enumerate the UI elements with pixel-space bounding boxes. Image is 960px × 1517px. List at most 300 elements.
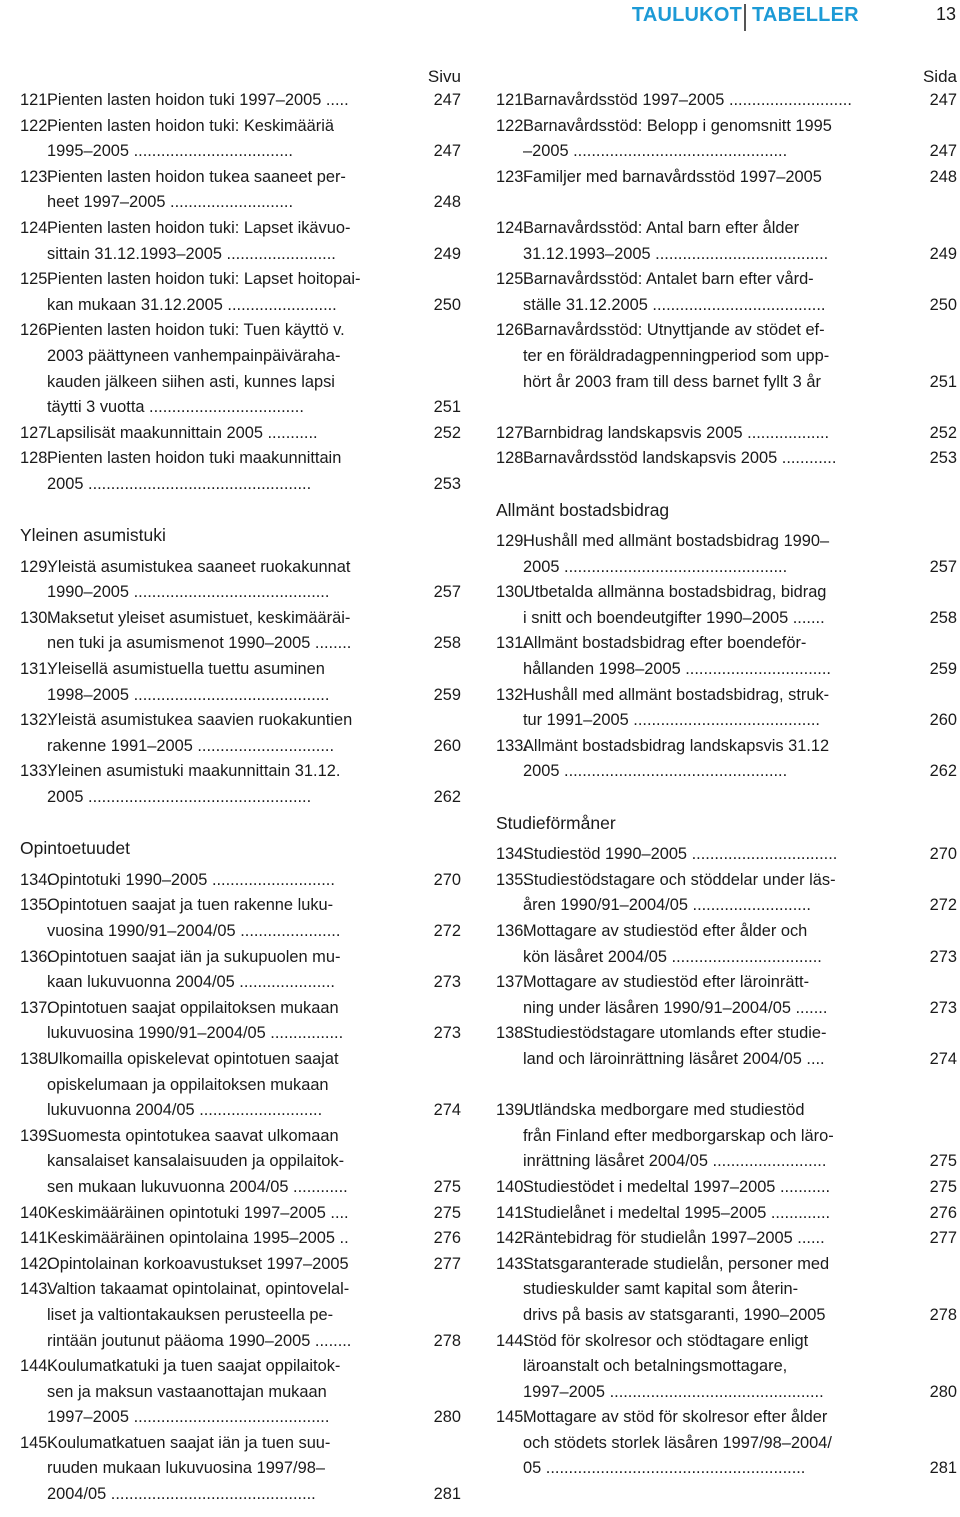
toc-entry-continuation [20, 139, 461, 165]
toc-entry [20, 165, 461, 191]
toc-entry [20, 88, 461, 114]
table-title: Opintolainan korkoavustukset 1997–2005 [47, 1254, 349, 1273]
page-ref: 248 [929, 167, 957, 186]
table-number: 124. [20, 218, 52, 237]
toc-entry-continuation [496, 1047, 957, 1073]
toc-entry [20, 446, 461, 472]
toc-entry [496, 683, 957, 709]
toc-entry-continuation [496, 893, 957, 919]
table-title: Räntebidrag för studielån 1997–2005 ...... [523, 1229, 825, 1248]
table-number: 143. [20, 1280, 52, 1299]
header-title-fi: TAULUKOT [631, 4, 742, 26]
table-title: Yleistä asumistukea saavien ruokakuntien [47, 711, 353, 730]
page-ref: 250 [929, 295, 957, 314]
table-title: Studielånet i medeltal 1995–2005 ............. [523, 1203, 831, 1222]
table-title: ruuden mukaan lukuvuosina 1997/98– [47, 1459, 325, 1478]
table-number: 130. [496, 583, 528, 602]
table-title: sen ja maksun vastaanottajan mukaan [47, 1382, 327, 1401]
toc-entry-continuation [20, 919, 461, 945]
table-title: Mottagare av studiestöd efter läroinrätt- [523, 973, 810, 992]
table-number: 127. [20, 423, 52, 442]
table-title: 2003 päättyneen vanhempainpäivärahа- [47, 346, 341, 365]
page-ref: 270 [929, 845, 957, 864]
toc-entry [496, 88, 957, 114]
table-number: 131. [496, 634, 528, 653]
toc-entry-continuation [496, 759, 957, 785]
table-title: Ulkomailla opiskelevat opintotuen saajat [47, 1049, 339, 1068]
table-title: Studiestödstagare utomlands efter studie- [523, 1024, 827, 1043]
table-title: Pienten lasten hoidon tuki: Lapset hoitopai- [47, 270, 361, 289]
toc-entry [20, 114, 461, 140]
page-ref: 274 [433, 1101, 461, 1120]
toc-entry [496, 318, 957, 344]
page-ref: 249 [929, 244, 957, 263]
toc-entry-continuation [20, 242, 461, 268]
page-ref: 247 [433, 91, 461, 109]
toc-entry-continuation [496, 945, 957, 971]
toc-entry [496, 734, 957, 760]
toc-entry-continuation [20, 1482, 461, 1508]
toc-entry [496, 216, 957, 242]
table-title: tur 1991–2005 ......................................... [523, 711, 820, 730]
page-ref: 275 [929, 1177, 957, 1196]
table-title: hört år 2003 fram till dess barnet fyllt 3 år [523, 372, 821, 391]
toc-entry [496, 1226, 957, 1252]
toc-entry [496, 114, 957, 140]
page-ref: 273 [929, 947, 957, 966]
toc-entry-continuation [20, 370, 461, 396]
table-number: 129. [496, 532, 528, 551]
table-title: sittain 31.12.1993–2005 ........................ [47, 244, 336, 263]
page-ref: 277 [433, 1254, 461, 1273]
toc-entry-continuation [20, 1380, 461, 1406]
page-ref: 251 [929, 372, 957, 391]
page-ref: 252 [929, 423, 957, 442]
table-title: läroanstalt och betalningsmottagare, [523, 1357, 788, 1376]
page-ref: 257 [433, 583, 461, 602]
toc-entry-continuation [20, 1405, 461, 1431]
table-number: 137. [20, 998, 52, 1017]
page-header [0, 4, 960, 24]
toc-entry [496, 919, 957, 945]
table-title: Lapsilisät maakunnittain 2005 ........... [47, 423, 318, 442]
toc-entry [496, 1405, 957, 1431]
table-number: 145. [20, 1433, 52, 1452]
page-ref: 250 [433, 295, 461, 314]
page-ref: 280 [433, 1408, 461, 1427]
table-number: 133. [496, 736, 528, 755]
page-ref: 258 [433, 634, 461, 653]
toc-entry [20, 1124, 461, 1150]
toc-column-finnish [20, 66, 461, 1508]
table-number: 138. [20, 1049, 52, 1068]
table-title: åren 1990/91–2004/05 .......................... [523, 896, 811, 915]
table-number: 132. [496, 685, 528, 704]
toc-entry-continuation [496, 555, 957, 581]
toc-entry-continuation [20, 1175, 461, 1201]
toc-entry-continuation [20, 785, 461, 811]
toc-entry [496, 1098, 957, 1124]
column-label: Sivu [427, 67, 461, 86]
toc-entry [20, 759, 461, 785]
table-title: opiskelumaan ja oppilaitoksen mukaan [47, 1075, 329, 1094]
table-title: Koulumatkatuen saajat iän ja tuen suu- [47, 1433, 331, 1452]
table-title: Pienten lasten hoidon tuki 1997–2005 ..... [47, 91, 349, 109]
table-title: Barnavårdsstöd: Utnyttjande av stödet ef- [523, 321, 825, 340]
table-number: 141. [496, 1203, 528, 1222]
toc-entry [20, 1431, 461, 1457]
page-ref: 248 [433, 193, 461, 212]
table-title: liset ja valtiontakauksen perusteella pe- [47, 1305, 334, 1324]
toc-entry [496, 165, 957, 191]
toc-entry-continuation [496, 293, 957, 319]
table-number: 136. [20, 947, 52, 966]
table-title: Hushåll med allmänt bostadsbidrag 1990– [523, 532, 830, 551]
page-ref: 281 [929, 1459, 957, 1478]
toc-entry-continuation [496, 1149, 957, 1175]
toc-entry [20, 945, 461, 971]
table-title: ställe 31.12.2005 ...................................... [523, 295, 826, 314]
page-ref: 276 [433, 1229, 461, 1248]
table-number: 129. [20, 557, 52, 576]
table-title: Utbetalda allmänna bostadsbidrag, bidrag [523, 583, 827, 602]
header-separator [744, 4, 746, 31]
page-ref: 276 [929, 1203, 957, 1222]
page-ref: 278 [929, 1305, 957, 1324]
table-title: Opintotuen saajat ja tuen rakenne luku- [47, 896, 334, 915]
page-ref: 260 [433, 736, 461, 755]
table-title: Allmänt bostadsbidrag landskapsvis 31.12 [523, 736, 830, 755]
table-number: 121. [496, 91, 528, 109]
page-ref: 247 [433, 142, 461, 161]
table-title: från Finland efter medborgarskap och läro- [523, 1126, 834, 1145]
table-number: 132. [20, 711, 52, 730]
table-number: 145. [496, 1408, 528, 1427]
toc-entry-continuation [496, 606, 957, 632]
table-title: 1990–2005 ........................................... [47, 583, 330, 602]
table-title: –2005 ............................................... [523, 142, 788, 161]
table-number: 138. [496, 1024, 528, 1043]
toc-entry [496, 631, 957, 657]
table-title: Allmänt bostadsbidrag efter boendeför- [523, 634, 807, 653]
table-title: och stödets storlek läsåren 1997/98–2004/ [523, 1433, 832, 1452]
table-title: Studiestödstagare och stöddelar under läs- [523, 870, 836, 889]
spacer [496, 395, 957, 421]
page-ref: 275 [433, 1203, 461, 1222]
toc-entry [496, 842, 957, 868]
table-title: Familjer med barnavårdsstöd 1997–2005 [523, 167, 822, 186]
toc-entry [496, 868, 957, 894]
page-ref: 281 [433, 1485, 461, 1504]
table-number: 123. [496, 167, 528, 186]
section-heading: Allmänt bostadsbidrag [496, 499, 670, 520]
table-number: 123. [20, 167, 52, 186]
toc-entry-continuation [20, 1303, 461, 1329]
page-ref: 262 [929, 762, 957, 781]
column-label: Sida [922, 67, 957, 86]
toc-entry [20, 1226, 461, 1252]
table-number: 134. [20, 870, 52, 889]
table-title: 2005 ................................................. [47, 788, 312, 807]
table-title: 1995–2005 ................................... [47, 142, 293, 161]
spacer [496, 190, 957, 216]
table-title: lukuvuonna 2004/05 ........................... [47, 1101, 323, 1120]
toc-entry-continuation [496, 996, 957, 1022]
page-ref: 249 [433, 244, 461, 263]
table-title: 1998–2005 ........................................... [47, 685, 330, 704]
table-number: 121. [20, 91, 52, 109]
table-title: Opintotuen saajat iän ja sukupuolen mu- [47, 947, 341, 966]
toc-entry-continuation [20, 631, 461, 657]
table-number: 128. [496, 449, 528, 468]
toc-entry-continuation [20, 734, 461, 760]
table-number: 144. [20, 1357, 52, 1376]
table-title: kauden jälkeen siihen asti, kunnes lapsi [47, 372, 335, 391]
toc-entry-continuation [496, 242, 957, 268]
spacer [496, 785, 957, 811]
page-ref: 280 [929, 1382, 957, 1401]
table-number: 142. [20, 1254, 52, 1273]
table-title: Koulumatkatuki ja tuen saajat oppilaitok- [47, 1357, 341, 1376]
toc-entry-continuation [20, 580, 461, 606]
page-ref: 273 [433, 973, 461, 992]
toc-entry [496, 446, 957, 472]
table-number: 144. [496, 1331, 528, 1350]
table-title: täytti 3 vuotta .................................. [47, 398, 304, 417]
toc-entry-continuation [20, 1021, 461, 1047]
table-number: 127. [496, 423, 528, 442]
page-ref: 257 [929, 557, 957, 576]
toc-entry-continuation [20, 293, 461, 319]
table-title: heet 1997–2005 ........................... [47, 193, 294, 212]
table-title: drivs på basis av statsgaranti, 1990–2005 [523, 1305, 826, 1324]
header-title-sv: TABELLER [752, 4, 859, 26]
toc-entry-continuation [20, 683, 461, 709]
page-ref: 272 [929, 896, 957, 915]
table-number: 135. [496, 870, 528, 889]
table-title: sen mukaan lukuvuonna 2004/05 ............ [47, 1177, 348, 1196]
table-number: 135. [20, 896, 52, 915]
toc-entry-continuation [496, 1431, 957, 1457]
toc-entry [20, 1047, 461, 1073]
toc-entry-continuation [496, 657, 957, 683]
toc-entry-continuation [496, 1277, 957, 1303]
toc-entry-continuation [20, 344, 461, 370]
table-number: 142. [496, 1229, 528, 1248]
table-number: 125. [496, 270, 528, 289]
table-title: Barnavårdsstöd 1997–2005 ........................... [523, 91, 852, 109]
table-title: kan mukaan 31.12.2005 ........................ [47, 295, 337, 314]
toc-column-swedish [496, 66, 957, 1482]
table-number: 126. [20, 321, 52, 340]
spacer [20, 811, 461, 837]
toc-entry [20, 1277, 461, 1303]
table-number: 122. [496, 116, 528, 135]
toc-entry-continuation [496, 1456, 957, 1482]
table-number: 139. [20, 1126, 52, 1145]
table-title: Suomesta opintotukea saavat ulkomaan [47, 1126, 339, 1145]
table-number: 131. [20, 660, 52, 679]
toc-entry-continuation [496, 1380, 957, 1406]
table-title: Barnbidrag landskapsvis 2005 .................. [523, 423, 830, 442]
page-ref: 252 [433, 423, 461, 442]
table-number: 139. [496, 1101, 528, 1120]
table-number: 130. [20, 608, 52, 627]
table-title: 1997–2005 ........................................... [47, 1408, 330, 1427]
toc-entry [20, 555, 461, 581]
table-title: kansalaiset kansalaisuuden ja oppilaitok- [47, 1152, 345, 1171]
table-number: 136. [496, 922, 528, 940]
section-heading: Studieförmåner [496, 812, 616, 833]
page-ref: 251 [433, 398, 461, 417]
table-title: studieskulder samt kapital som återin- [523, 1280, 799, 1299]
table-title: inrättning läsåret 2004/05 ......................... [523, 1152, 827, 1171]
table-number: 124. [496, 218, 528, 237]
toc-entry [20, 1201, 461, 1227]
toc-entry-continuation [496, 139, 957, 165]
table-title: Pienten lasten hoidon tuki: Keskimääriä [47, 116, 335, 135]
table-number: 125. [20, 270, 52, 289]
page-ref: 253 [929, 449, 957, 468]
page-ref: 247 [929, 91, 957, 109]
table-title: hållanden 1998–2005 ................................ [523, 660, 831, 679]
table-title: rintään joutunut pääoma 1990–2005 ........ [47, 1331, 352, 1350]
table-title: Keskimääräinen opintolaina 1995–2005 .. [47, 1229, 349, 1248]
toc-entry [496, 529, 957, 555]
table-number: 134. [496, 845, 528, 864]
toc-entry [20, 216, 461, 242]
page-ref: 274 [929, 1049, 957, 1068]
table-title: nen tuki ja asumismenot 1990–2005 ........ [47, 634, 352, 653]
table-title: 2005 ................................................. [523, 557, 788, 576]
page-ref: 275 [433, 1177, 461, 1196]
table-title: Utländska medborgare med studiestöd [523, 1101, 805, 1120]
toc-entry-continuation [496, 370, 957, 396]
table-title: ter en föräldradagpenningperiod som upp- [523, 346, 830, 365]
toc-entry [496, 1175, 957, 1201]
toc-entry-continuation [20, 1329, 461, 1355]
toc-entry-continuation [20, 395, 461, 421]
page-ref: 259 [929, 660, 957, 679]
toc-entry [20, 1252, 461, 1278]
toc-entry [20, 868, 461, 894]
table-title: Maksetut yleiset asumistuet, keskimääräi- [47, 608, 351, 627]
table-title: Opintotuki 1990–2005 ........................... [47, 870, 335, 889]
toc-entry-continuation [20, 1456, 461, 1482]
table-number: 128. [20, 449, 52, 468]
section-heading: Yleinen asumistuki [20, 525, 166, 546]
table-title: Statsgaranterade studielån, personer med [523, 1254, 830, 1273]
toc-entry [20, 893, 461, 919]
table-title: Pienten lasten hoidon tuki: Lapset ikävuo- [47, 218, 351, 237]
page-ref: 259 [433, 685, 461, 704]
spacer [20, 498, 461, 524]
toc-entry [20, 1354, 461, 1380]
toc-entry [20, 606, 461, 632]
table-title: Mottagare av stöd för skolresor efter ålder [523, 1408, 828, 1427]
table-number: 137. [496, 973, 528, 992]
toc-entry [496, 1021, 957, 1047]
table-title: Yleistä asumistukea saaneet ruokakunnat [47, 557, 351, 576]
section-heading: Opintoetuudet [20, 838, 130, 859]
table-title: Keskimääräinen opintotuki 1997–2005 .... [47, 1203, 349, 1222]
table-title: Studiestöd 1990–2005 ................................ [523, 845, 838, 864]
toc-entry [496, 421, 957, 447]
toc-entry [20, 318, 461, 344]
page-ref: 260 [929, 711, 957, 730]
table-title: rakenne 1991–2005 .............................. [47, 736, 334, 755]
page-ref: 278 [433, 1331, 461, 1350]
table-title: Pienten lasten hoidon tukea saaneet per- [47, 167, 346, 186]
table-title: 05 ......................................................... [523, 1459, 806, 1478]
table-title: i snitt och boendeutgifter 1990–2005 ....... [523, 608, 825, 627]
toc-entry-continuation [20, 1149, 461, 1175]
page-ref: 262 [433, 788, 461, 807]
table-title: Yleinen asumistuki maakunnittain 31.12. [47, 762, 341, 781]
table-title: 31.12.1993–2005 ...................................... [523, 244, 829, 263]
toc-entry-continuation [496, 1124, 957, 1150]
page-ref: 253 [433, 474, 461, 493]
toc-entry-continuation [20, 190, 461, 216]
table-title: 2004/05 ............................................. [47, 1485, 316, 1504]
table-number: 140. [20, 1203, 52, 1222]
table-title: Pienten lasten hoidon tuki: Tuen käyttö v. [47, 321, 345, 340]
table-title: Valtion takaamat opintolainat, opintovelal- [47, 1280, 350, 1299]
toc-entry [496, 1201, 957, 1227]
table-title: Studiestödet i medeltal 1997–2005 ........... [523, 1177, 831, 1196]
toc-entry [496, 580, 957, 606]
table-title: Barnavårdsstöd: Antalet barn efter vård- [523, 270, 814, 289]
page-ref: 275 [929, 1152, 957, 1171]
table-title: Pienten lasten hoidon tuki maakunnittain [47, 449, 342, 468]
toc-entry-continuation [496, 1303, 957, 1329]
table-title: 2005 ................................................. [47, 474, 312, 493]
table-title: Barnavårdsstöd: Belopp i genomsnitt 1995 [523, 116, 832, 135]
toc-entry [496, 1252, 957, 1278]
toc-entry-continuation [496, 1354, 957, 1380]
page-number: 13 [936, 4, 957, 24]
toc-entry [496, 970, 957, 996]
table-title: land och läroinrättning läsåret 2004/05 .... [523, 1049, 825, 1068]
spacer [496, 1073, 957, 1099]
table-title: vuosina 1990/91–2004/05 ...................... [47, 922, 341, 940]
table-number: 133. [20, 762, 52, 781]
table-number: 143. [496, 1254, 528, 1273]
toc-entry [496, 1329, 957, 1355]
table-title: kön läsåret 2004/05 ................................. [523, 947, 822, 966]
page-ref: 273 [433, 1024, 461, 1043]
toc-entry-continuation [20, 472, 461, 498]
table-title: Mottagare av studiestöd efter ålder och [523, 922, 808, 940]
page-ref: 272 [433, 922, 461, 940]
table-title: kaan lukuvuonna 2004/05 ..................... [47, 973, 335, 992]
table-title: Yleisellä asumistuella tuettu asuminen [47, 660, 325, 679]
table-number: 126. [496, 321, 528, 340]
toc-entry [20, 421, 461, 447]
toc-entry-continuation [20, 1098, 461, 1124]
table-number: 140. [496, 1177, 528, 1196]
spacer [496, 472, 957, 498]
table-number: 122. [20, 116, 52, 135]
page-ref: 270 [433, 870, 461, 889]
page-ref: 247 [929, 142, 957, 161]
table-title: Barnavårdsstöd landskapsvis 2005 ............ [523, 449, 837, 468]
table-title: Hushåll med allmänt bostadsbidrag, struk- [523, 685, 830, 704]
toc-entry-continuation [496, 344, 957, 370]
toc-entry [20, 996, 461, 1022]
toc-entry-continuation [20, 1073, 461, 1099]
table-title: Opintotuen saajat oppilaitoksen mukaan [47, 998, 339, 1017]
